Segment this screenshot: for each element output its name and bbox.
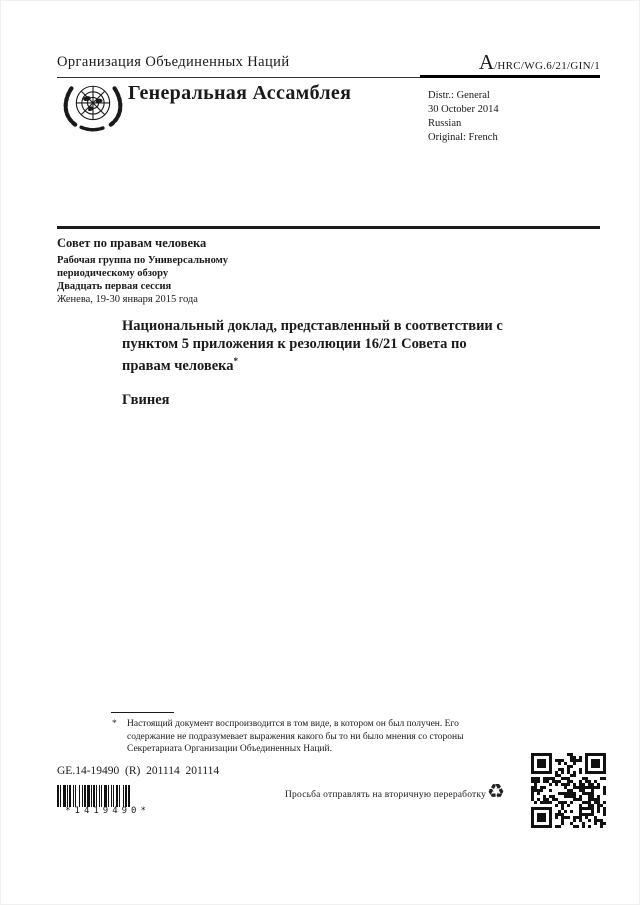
un-emblem-icon — [58, 80, 128, 137]
distr-line: Distr.: General — [428, 90, 490, 101]
recycle-icon: ♻ — [487, 779, 505, 803]
document-symbol-number: /HRC/WG.6/21/GIN/1 — [494, 60, 600, 72]
committee-name: Совет по правам человека — [57, 236, 207, 250]
distribution-block — [428, 89, 499, 145]
barcode-value: *1419490* — [65, 806, 150, 816]
session-number: Двадцать первая сессия — [57, 281, 172, 292]
distr-original-language: Original: French — [428, 132, 498, 143]
qr-code — [531, 753, 606, 828]
document-reference-code: GE.14-19490 (R) 201114 201114 — [57, 765, 220, 777]
org-name: Организация Объединенных Наций — [57, 54, 290, 70]
footnote-text: Настоящий документ воспроизводится в том виде, в котором он был получен. Его содержание не подразумевает выражения какого бы то ни было мнения со стороны Секретариата Организации Объединенных Наций. — [127, 719, 464, 754]
distr-language: Russian — [428, 118, 462, 129]
document-title-text: Национальный доклад, представленный в соответствии с пунктом 5 приложения к резолюции 16/21 Совета по правам человека — [122, 318, 503, 374]
document-symbol — [400, 50, 600, 75]
footnote — [112, 718, 493, 756]
country-name: Гвинея — [122, 392, 170, 409]
section-divider-rule — [57, 226, 600, 229]
symbol-box-rule — [420, 75, 600, 78]
title-block — [122, 318, 504, 409]
body-name-title: Генеральная Ассамблея — [128, 82, 352, 104]
barcode — [57, 785, 154, 807]
working-group-line2: периодическому обзору — [57, 268, 169, 279]
footnote-marker: * — [112, 719, 117, 729]
title-footnote-marker: * — [233, 356, 239, 366]
footnote-rule — [111, 712, 174, 713]
session-header — [57, 236, 228, 306]
working-group-line1: Рабочая группа по Универсальному — [57, 255, 229, 266]
distr-date: 30 October 2014 — [428, 104, 499, 115]
document-symbol-series: A — [478, 50, 495, 74]
document-title — [122, 318, 504, 375]
session-venue-dates: Женева, 19-30 января 2015 года — [57, 294, 198, 305]
recycle-note: Просьба отправлять на вторичную переработку — [285, 790, 487, 800]
